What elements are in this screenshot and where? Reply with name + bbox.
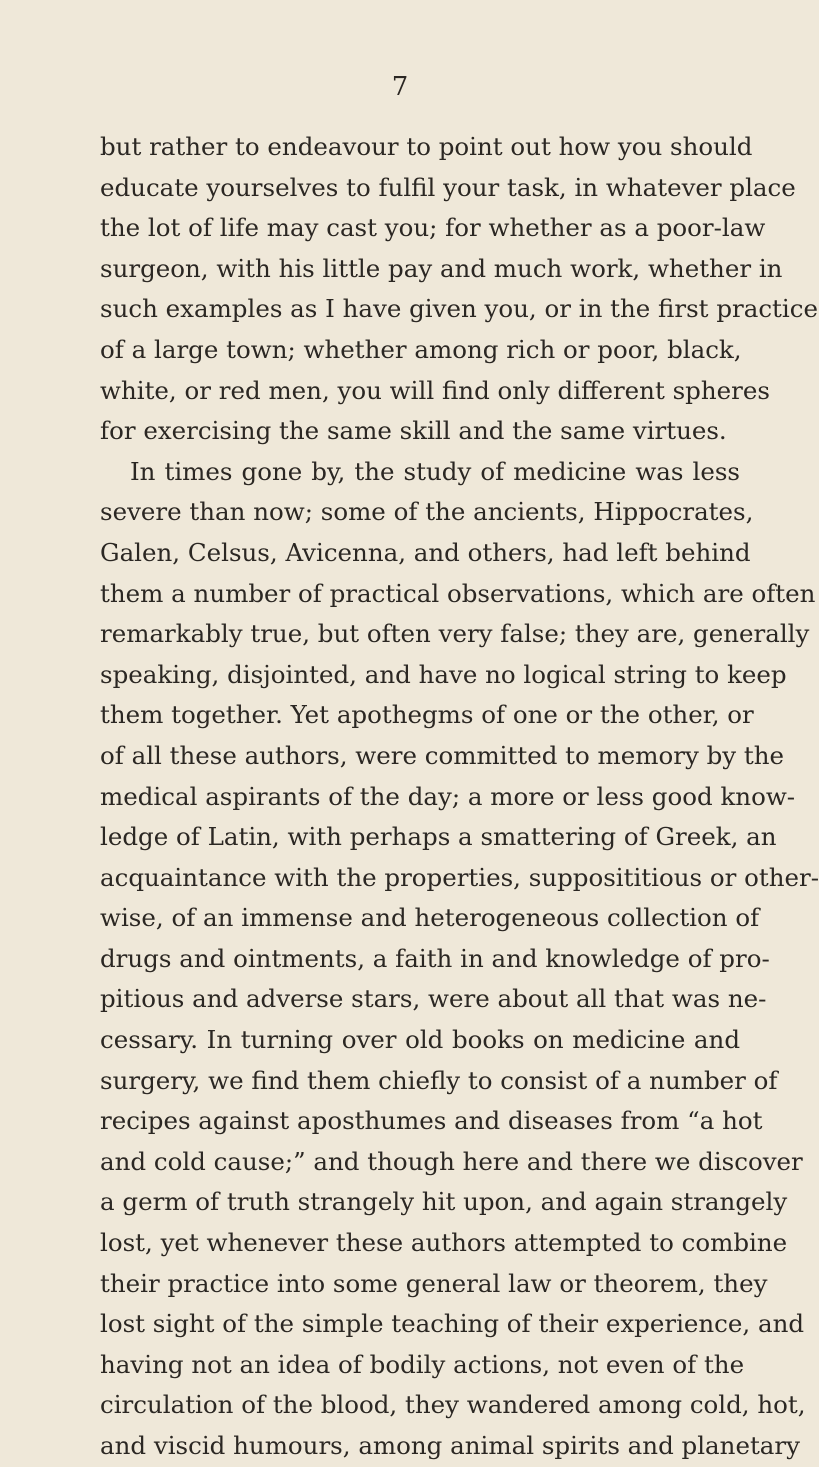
text-line: Galen, Celsus, Avicenna, and others, had left behind bbox=[100, 537, 751, 567]
text-line: the lot of life may cast you; for whether as a poor-law bbox=[100, 213, 766, 243]
text-line: medical aspirants of the day; a more or less good know- bbox=[100, 781, 796, 811]
text-line: a germ of truth strangely hit upon, and again strangely bbox=[100, 1187, 788, 1217]
text-line: wise, of an immense and heterogeneous collection of bbox=[100, 903, 760, 933]
text-line: pitious and adverse stars, were about all that was ne- bbox=[100, 984, 767, 1014]
text-line: acquaintance with the properties, supposititious or other- bbox=[100, 862, 819, 892]
text-line: of a large town; whether among rich or poor, black, bbox=[100, 334, 742, 364]
paragraph-start-line: In times gone by, the study of medicine was less bbox=[130, 456, 740, 486]
page-number: 7 bbox=[391, 72, 409, 102]
paragraph-end-line: for exercising the same skill and the same virtues. bbox=[100, 416, 727, 446]
text-line: circulation of the blood, they wandered among cold, hot, bbox=[100, 1390, 806, 1420]
text-line: having not an idea of bodily actions, not even of the bbox=[100, 1349, 745, 1379]
text-line: them together. Yet apothegms of one or the other, or bbox=[100, 700, 754, 730]
text-line: them a number of practical observations, which are often bbox=[100, 578, 816, 608]
text-line: lost, yet whenever these authors attempted to combine bbox=[100, 1228, 788, 1258]
text-line: and cold cause;” and though here and there we discover bbox=[100, 1146, 803, 1176]
text-line: drugs and ointments, a faith in and knowledge of pro- bbox=[100, 943, 770, 973]
text-line: ledge of Latin, with perhaps a smattering of Greek, an bbox=[100, 822, 777, 852]
text-line: but rather to endeavour to point out how you should bbox=[100, 132, 753, 161]
text-line: white, or red men, you will find only different spheres bbox=[100, 375, 770, 405]
text-line: such examples as I have given you, or in the first practice bbox=[100, 294, 818, 324]
text-line: speaking, disjointed, and have no logical string to keep bbox=[100, 659, 787, 689]
text-line: surgeon, with his little pay and much work, whether in bbox=[100, 253, 783, 283]
text-line: cessary. In turning over old books on medicine and bbox=[100, 1025, 740, 1055]
text-line: and viscid humours, among animal spirits and planetary bbox=[100, 1431, 800, 1460]
text-line: their practice into some general law or theorem, they bbox=[100, 1268, 768, 1298]
text-line: educate yourselves to fulfil your task, in whatever place bbox=[100, 172, 796, 202]
body-text bbox=[100, 127, 819, 1467]
text-line: lost sight of the simple teaching of their experience, and bbox=[100, 1309, 805, 1339]
text-line: surgery, we find them chiefly to consist of a number of bbox=[100, 1065, 778, 1095]
text-line: remarkably true, but often very false; they are, generally bbox=[100, 619, 810, 649]
text-line: of all these authors, were committed to memory by the bbox=[100, 740, 785, 770]
text-line: severe than now; some of the ancients, Hippocrates, bbox=[100, 497, 754, 527]
text-line: recipes against aposthumes and diseases from “a hot bbox=[100, 1106, 763, 1136]
